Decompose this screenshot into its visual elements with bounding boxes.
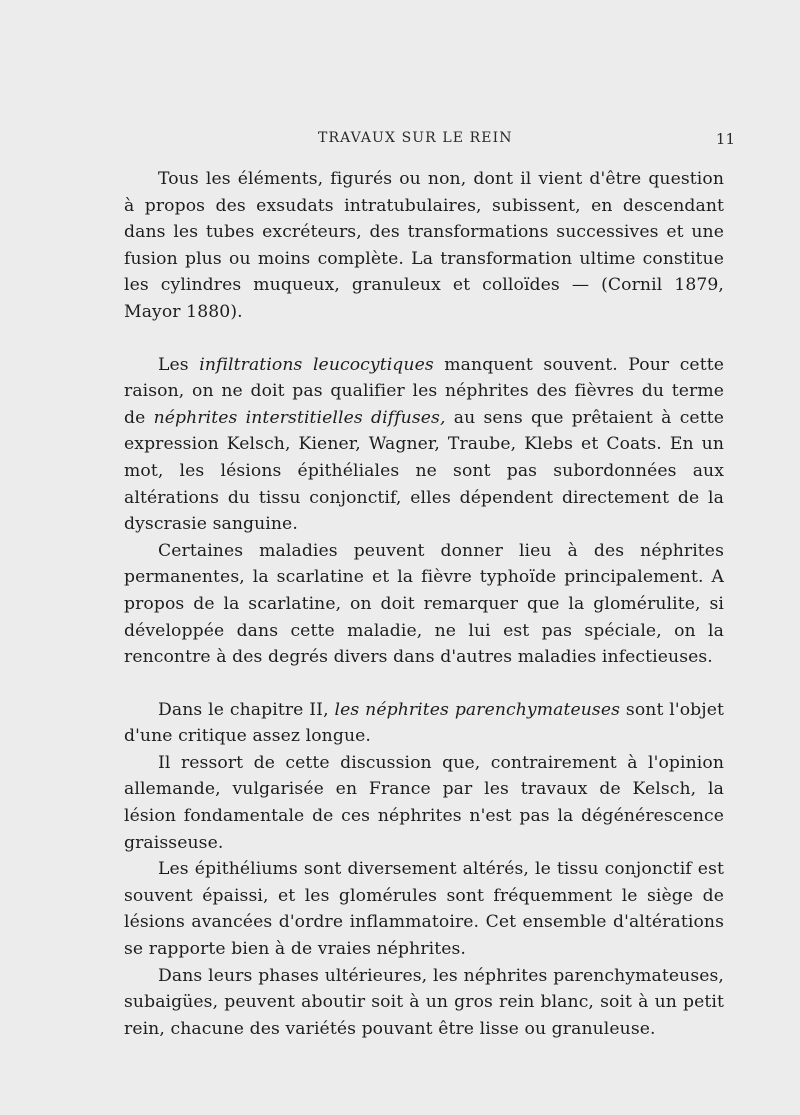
running-title: TRAVAUX SUR LE REIN <box>318 130 513 146</box>
italic-term: néphrites interstitielles diffuses, <box>153 407 446 428</box>
paragraph-epitheliums <box>124 856 724 962</box>
paragraph-text: Les épithéliums sont diversement altérés, le tissu conjonctif est souvent épaissi, et les glomérules sont fréquemment le siège de lésions avancées d'ordre inflammatoire. Cet ensemble d'altérations se rapporte bien à de vraies néphrites. <box>124 859 724 960</box>
paragraph-phases <box>124 963 724 1043</box>
paragraph-text: Dans leurs phases ultérieures, les néphrites parenchymateuses, subaigües, peuvent aboutir soit à un gros rein blanc, soit à un petit rein, chacune des variétés pouvant être lisse ou granuleuse. <box>124 965 724 1039</box>
paragraph-text: au sens que prêtaient à cette expression Kelsch, Kiener, Wagner, Traube, Klebs et Coats. En un mot, les lésions épithéliales ne sont pas subordonnées aux altérations du tissu conjonctif, elles dépendent directement de la dyscrasie sanguine. <box>124 407 724 535</box>
paragraph-infiltrations <box>124 352 724 538</box>
paragraph-text: manquent souvent. Pour cette raison, on ne doit pas qualifier les néphrites des fièvres du terme de <box>124 354 724 428</box>
page-body <box>124 166 724 1042</box>
paragraph-text: sont l'objet d'une critique assez longue. <box>124 699 724 747</box>
paragraph-cylindres <box>124 166 724 326</box>
page-header <box>120 130 740 154</box>
paragraph-chapitre-ii <box>124 697 724 750</box>
paragraph-text: Il ressort de cette discussion que, contrairement à l'opinion allemande, vulgarisée en France par les travaux de Kelsch, la lésion fondamentale de ces néphrites n'est pas la dégénérescence graisseuse. <box>124 752 724 853</box>
italic-term: infiltrations leucocytiques <box>199 354 434 375</box>
paragraph-text: Dans le chapitre II, <box>158 699 335 720</box>
paragraph-maladies <box>124 538 724 671</box>
paragraph-text: Les <box>158 354 200 375</box>
paragraph-discussion <box>124 750 724 856</box>
paragraph-text: Certaines maladies peuvent donner lieu à des néphrites permanentes, la scarlatine et la fièvre typhoïde principalement. A propos de la scarlatine, on doit remarquer que la glomérulite, si développée dans cette maladie, ne lui est pas spéciale, on la rencontre à des degrés divers dans d'autres maladies infectieuses. <box>124 540 724 668</box>
italic-term: les néphrites parenchymateuses <box>334 699 621 720</box>
page-number: 11 <box>715 130 735 148</box>
paragraph-text: Tous les éléments, figurés ou non, dont il vient d'être question à propos des exsudats intratubulaires, subissent, en descendant dans les tubes excréteurs, des transformations successives et une fusion plus ou moins complète. La transformation ultime constitue les cylindres muqueux, granuleux et colloïdes — (Cornil 1879, Mayor 1880). <box>124 169 724 322</box>
